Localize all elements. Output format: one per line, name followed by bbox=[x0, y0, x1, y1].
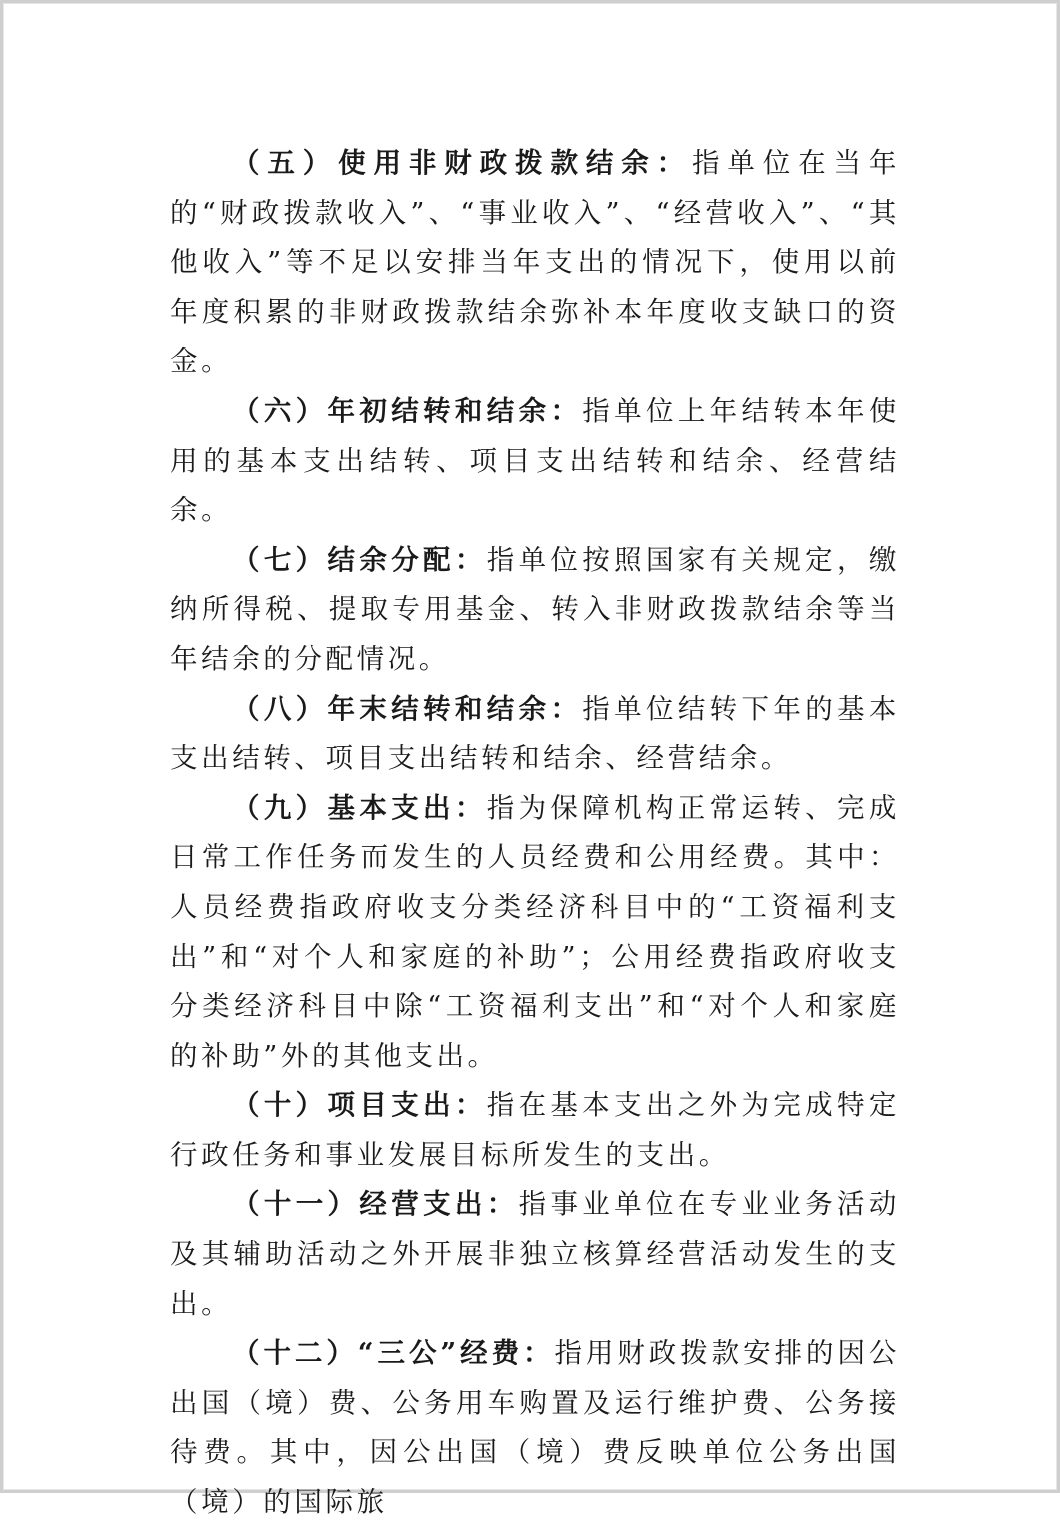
definition-text: 指事业单位在专业业务活动及其辅助活动之外开展非独立核算经营活动发生的支出。 bbox=[170, 1188, 900, 1320]
term-heading: （八）年末结转和结余： bbox=[232, 692, 583, 725]
term-heading: （十一）经营支出： bbox=[232, 1188, 519, 1221]
paragraph-ba bbox=[170, 685, 900, 784]
definition-text: 指单位结转下年的基本支出结转、项目支出结转和结余、经营结余。 bbox=[170, 692, 900, 775]
paragraph-shi bbox=[170, 1081, 900, 1180]
paragraph-shiyi bbox=[170, 1180, 900, 1329]
document-body bbox=[170, 139, 900, 1528]
term-heading: （十二）“三公”经费： bbox=[232, 1337, 555, 1370]
term-heading: （九）基本支出： bbox=[232, 791, 487, 824]
term-heading: （十）项目支出： bbox=[232, 1089, 487, 1122]
definition-text: 指单位在当年的“财政拨款收入”、“事业收入”、“经营收入”、“其他收入”等不足以安排当年支出的情况下，使用以前年度积累的非财政拨款结余弥补本年度收支缺口的资金。 bbox=[170, 147, 900, 378]
term-heading: （六）年初结转和结余： bbox=[232, 394, 583, 427]
paragraph-wu bbox=[170, 139, 900, 387]
paragraph-qi bbox=[170, 536, 900, 685]
definition-text: 指用财政拨款安排的因公出国（境）费、公务用车购置及运行维护费、公务接待费。其中，因公出国（境）费反映单位公务出国（境）的国际旅 bbox=[170, 1337, 900, 1519]
term-heading: （七）结余分配： bbox=[232, 543, 487, 576]
definition-text: 指为保障机构正常运转、完成日常工作任务而发生的人员经费和公用经费。其中：人员经费指政府收支分类经济科目中的“工资福利支出”和“对个人和家庭的补助”；公用经费指政府收支分类经济科目中除“工资福利支出”和“对个人和家庭的补助”外的其他支出。 bbox=[170, 791, 900, 1072]
paragraph-jiu bbox=[170, 784, 900, 1082]
paragraph-liu bbox=[170, 387, 900, 536]
definition-text: 指单位上年结转本年使用的基本支出结转、项目支出结转和结余、经营结余。 bbox=[170, 394, 900, 527]
definition-text: 指在基本支出之外为完成特定行政任务和事业发展目标所发生的支出。 bbox=[170, 1089, 900, 1171]
definition-text: 指单位按照国家有关规定，缴纳所得税、提取专用基金、转入非财政拨款结余等当年结余的分配情况。 bbox=[170, 543, 900, 675]
paragraph-shier bbox=[170, 1329, 900, 1527]
term-heading: （五）使用非财政拨款结余： bbox=[232, 147, 692, 179]
